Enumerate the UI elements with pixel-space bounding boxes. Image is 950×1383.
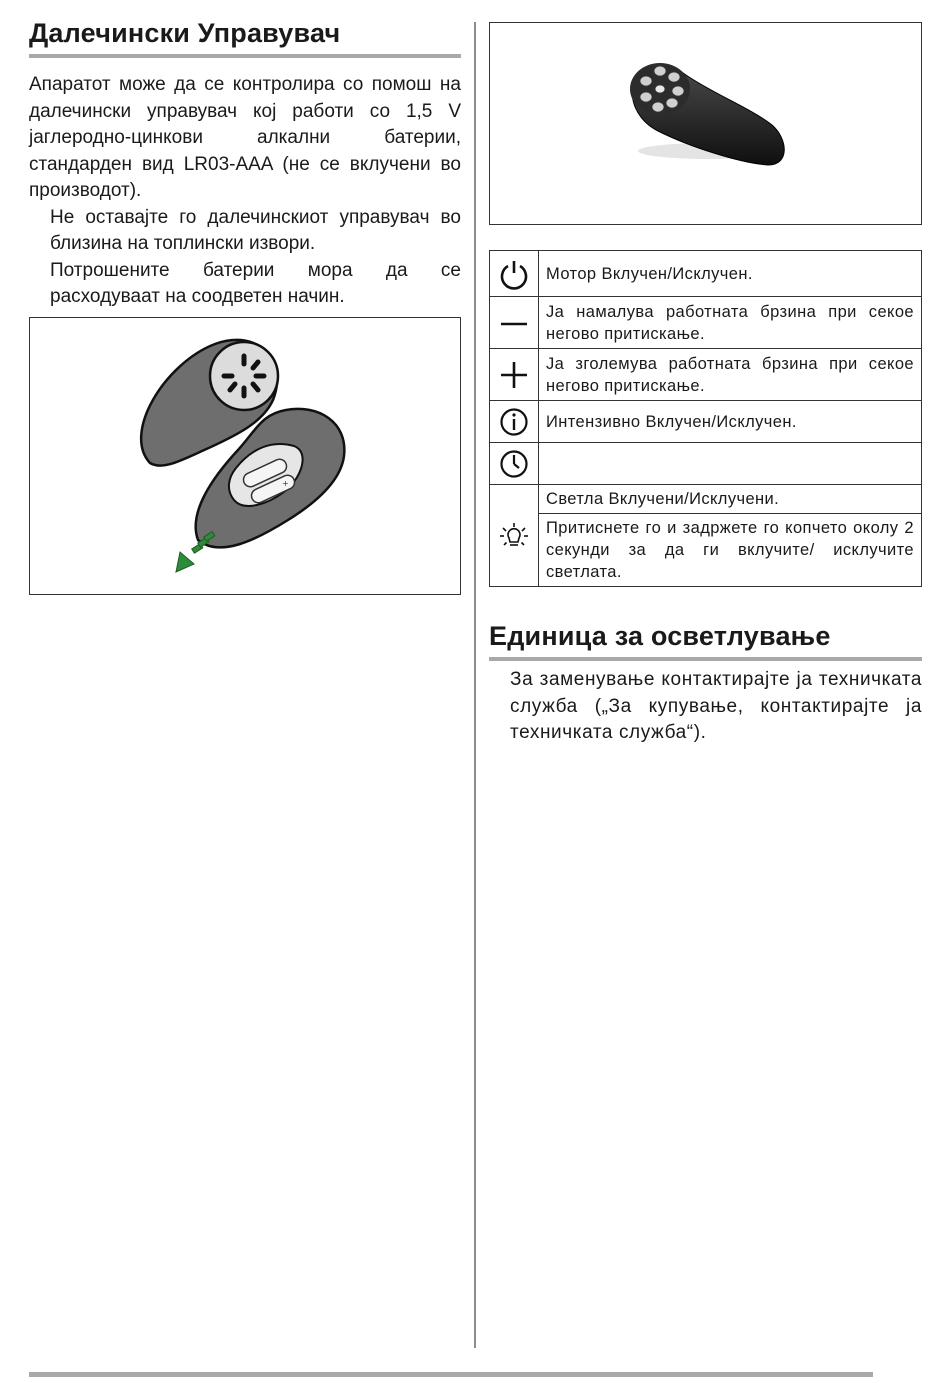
intensive-description: Интензивно Вклучен/Исклучен. (539, 401, 922, 443)
battery-replacement-figure (29, 317, 461, 595)
power-icon (490, 251, 539, 297)
battery-illustration (30, 318, 460, 594)
remote-buttons-table (489, 250, 922, 587)
lights-hold-instruction: Притиснете го и задржете го копчето околу 2 секунди за да ги вклучите/ исклучите светлата. (539, 514, 922, 587)
lights-description: Светла Вклучени/Исклучени. (539, 485, 922, 514)
plus-description: Ја зголемува работната брзина при секое негово притискање. (539, 349, 922, 401)
plus-icon (490, 349, 539, 401)
slide-out-arrow (176, 531, 215, 571)
timer-icon (490, 443, 539, 485)
remote-section-title: Далечински Управувач (29, 16, 461, 58)
column-divider (474, 22, 476, 1348)
power-description: Мотор Вклучен/Исклучен. (539, 251, 922, 297)
table-row (490, 297, 922, 349)
remote-heat-warning: Не оставајте го далечинскиот управувач во близина на топлински извори. (50, 206, 461, 254)
info-icon (490, 401, 539, 443)
battery-disposal-note: Потрошените батерии мора да се расходуваат на соодветен начин. (50, 259, 461, 307)
remote-control-photo (489, 22, 922, 225)
table-row (490, 514, 922, 587)
remote-intro-text: Апаратот може да се контролира со помош на далечински управувач кој работи со 1,5 V јаглеродно-цинкови алкални батерии, стандарден вид LR03-AAA (не се вклучени во производот). (29, 74, 461, 201)
svg-text:+: + (282, 478, 289, 488)
lighting-replacement-text: За заменување контактирајте ја техничката служба („За купување, контактирајте ја техничката служба“). (510, 669, 922, 743)
left-column (29, 16, 461, 595)
minus-description: Ја намалува работната брзина при секое негово притискање. (539, 297, 922, 349)
table-row (490, 251, 922, 297)
minus-icon (490, 297, 539, 349)
lighting-section-title: Единица за осветлување (489, 619, 922, 661)
table-row (490, 485, 922, 514)
light-bulb-icon (490, 485, 539, 587)
remote-control-image (490, 23, 921, 224)
right-column (489, 22, 922, 747)
table-row (490, 443, 922, 485)
table-row (490, 401, 922, 443)
timer-description (539, 443, 922, 485)
table-row (490, 349, 922, 401)
footer-rule (29, 1372, 873, 1377)
